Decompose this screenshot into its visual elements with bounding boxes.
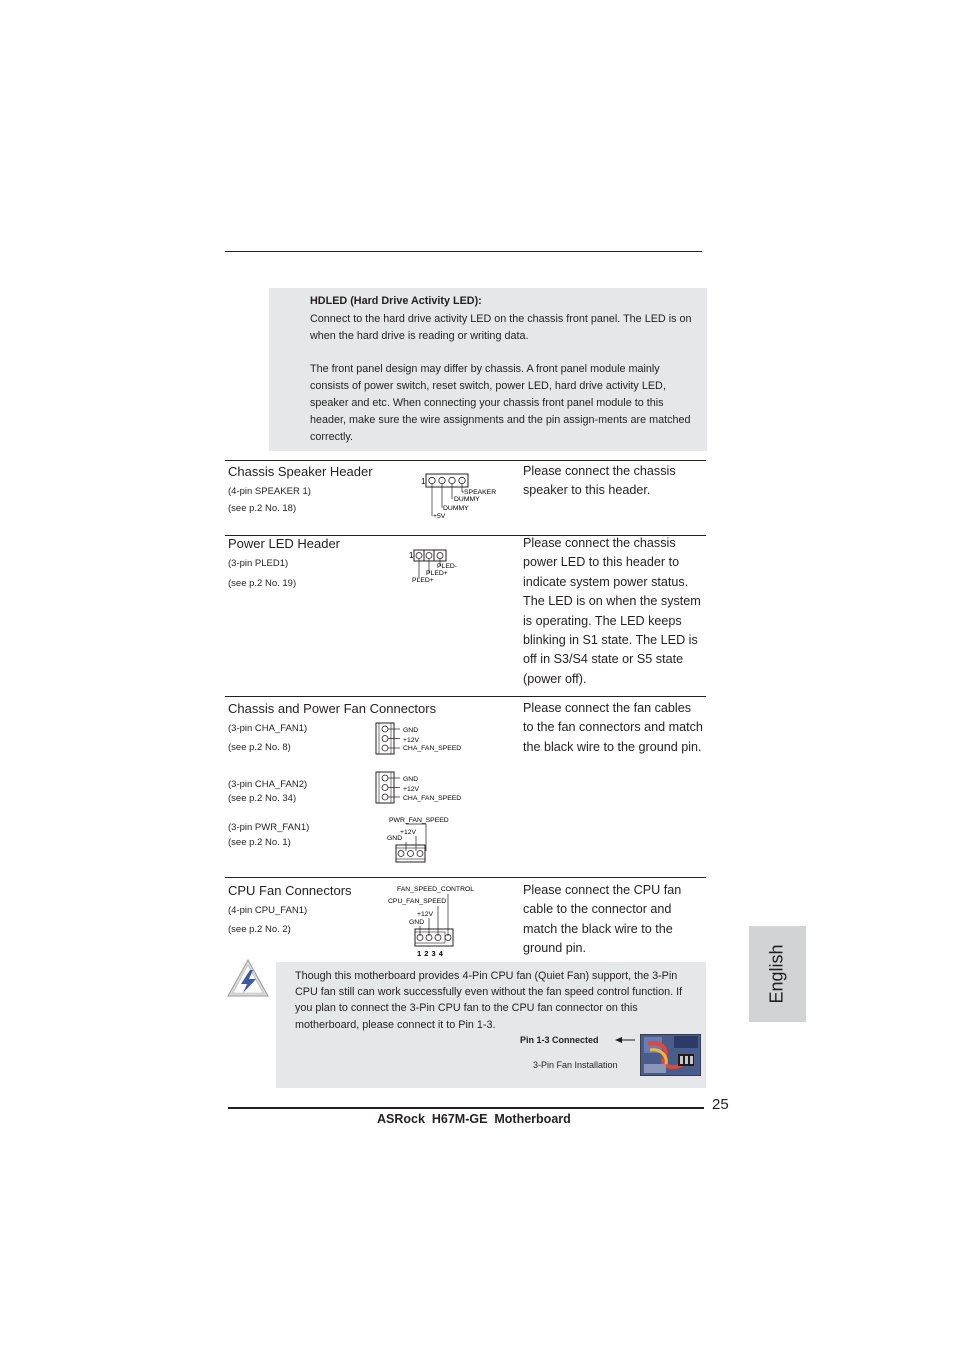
top-rule: [225, 251, 702, 252]
cpu-fan-pin: (4-pin CPU_FAN1): [228, 905, 308, 916]
arrow-left-icon: [615, 1035, 637, 1045]
page-number: 25: [712, 1096, 729, 1113]
speaker-pin1-label: 1: [421, 477, 426, 486]
12v-label: +12V: [403, 737, 420, 744]
power-led-description: Please connect the chassis power LED to this header to indicate system power status. The LED is on when the system is operating. The LED keeps blinking in S1 state. The LED is off in S3/S4 state or S5 state (power off).: [523, 536, 701, 686]
gnd-label: GND: [403, 727, 419, 734]
fan-speed-control-label: FAN_SPEED_CONTROL: [397, 886, 475, 893]
section-divider: [225, 877, 706, 878]
power-led-ref: (see p.2 No. 19): [228, 578, 297, 589]
pled-plus-label: PLED+: [412, 577, 434, 584]
pwr-fan-pin: (3-pin PWR_FAN1): [228, 822, 310, 833]
hdled-heading: HDLED (Hard Drive Activity LED):: [310, 295, 482, 307]
fans-description: Please connect the fan cables to the fan connectors and match the black wire to the ground pin.: [523, 701, 703, 754]
cha-fan2-diagram: [374, 771, 474, 805]
section-divider: [225, 460, 706, 461]
gnd-label: GND: [387, 835, 403, 842]
5v-pin-label: +5V: [433, 513, 446, 520]
speaker-pin-label: SPEAKER: [464, 489, 497, 496]
footer-product-name: ASRock H67M-GE Motherboard: [377, 1112, 571, 1126]
cha-fan-speed-label: CHA_FAN_SPEED: [403, 795, 462, 802]
gnd-label: GND: [409, 919, 425, 926]
power-led-pin: (3-pin PLED1): [228, 558, 289, 569]
cpu-fan-description: Please connect the CPU fan cable to the connector and match the black wire to the ground pin.: [523, 883, 682, 956]
speaker-ref: (see p.2 No. 18): [228, 503, 297, 514]
section-divider: [225, 696, 706, 697]
cpu-fan-pin-numbers: 1 2 3 4: [417, 949, 443, 958]
cha-fan-speed-label: CHA_FAN_SPEED: [403, 745, 462, 752]
pwr-fan-diagram: [384, 813, 464, 865]
speaker-description: Please connect the chassis speaker to this header.: [523, 464, 676, 498]
cha-fan2-pin: (3-pin CHA_FAN2): [228, 779, 308, 790]
cpu-fan-ref: (see p.2 No. 2): [228, 924, 291, 935]
cha-fan1-diagram: [374, 722, 474, 756]
speaker-title: Chassis Speaker Header: [228, 464, 373, 479]
pled-pin1-label: 1: [409, 551, 414, 560]
caution-text: Though this motherboard provides 4-Pin CPU fan (Quiet Fan) support, the 3-Pin CPU fan still can work successfully even without the fan speed control function. If you plan to connect the 3-Pin CPU fan to the CPU fan connector on this motherboard, please connect it to Pin 1-3.: [295, 970, 683, 1031]
cha-fan1-ref: (see p.2 No. 8): [228, 742, 291, 753]
dummy-pin-label: DUMMY: [454, 496, 480, 503]
pin-connected-label: Pin 1-3 Connected: [520, 1035, 599, 1045]
power-led-title: Power LED Header: [228, 536, 340, 551]
speaker-pin: (4-pin SPEAKER 1): [228, 486, 311, 497]
pled-plus-label: PLED+: [426, 570, 448, 577]
dummy-pin-label: DUMMY: [443, 505, 469, 512]
cha-fan2-ref: (see p.2 No. 34): [228, 793, 297, 804]
caution-icon: [226, 957, 270, 999]
cpu-fan-title: CPU Fan Connectors: [228, 883, 352, 898]
cha-fan1-pin: (3-pin CHA_FAN1): [228, 723, 308, 734]
pwr-fan-speed-label: PWR_FAN_SPEED: [389, 817, 449, 824]
pwr-fan-ref: (see p.2 No. 1): [228, 837, 291, 848]
hdled-paragraph: Connect to the hard drive activity LED on the chassis front panel. The LED is on when the hard drive is reading or writing data.: [310, 313, 692, 342]
gnd-label: GND: [403, 776, 419, 783]
fan-installation-caption: 3-Pin Fan Installation: [533, 1060, 618, 1070]
fans-title: Chassis and Power Fan Connectors: [228, 701, 437, 716]
fan-installation-photo: [640, 1034, 701, 1076]
12v-label: +12V: [400, 829, 417, 836]
cpu-fan-speed-label: CPU_FAN_SPEED: [388, 898, 447, 905]
power-led-header-diagram: [406, 546, 476, 586]
cpu-fan-diagram: [384, 882, 484, 960]
front-panel-paragraph: The front panel design may differ by chassis. A front panel module mainly consists of power switch, reset switch, power LED, hard drive activity LED, speaker and etc. When connecting your chassis front panel module to this header, make sure the wire assignments and the pin assign-ments are matched correctly.: [310, 363, 691, 443]
speaker-header-diagram: [418, 470, 508, 522]
footer-rule: [228, 1107, 704, 1109]
12v-label: +12V: [403, 786, 420, 793]
pled-minus-label: PLED-: [437, 563, 458, 570]
language-tab-label: English: [766, 944, 787, 1004]
12v-label: +12V: [417, 911, 434, 918]
